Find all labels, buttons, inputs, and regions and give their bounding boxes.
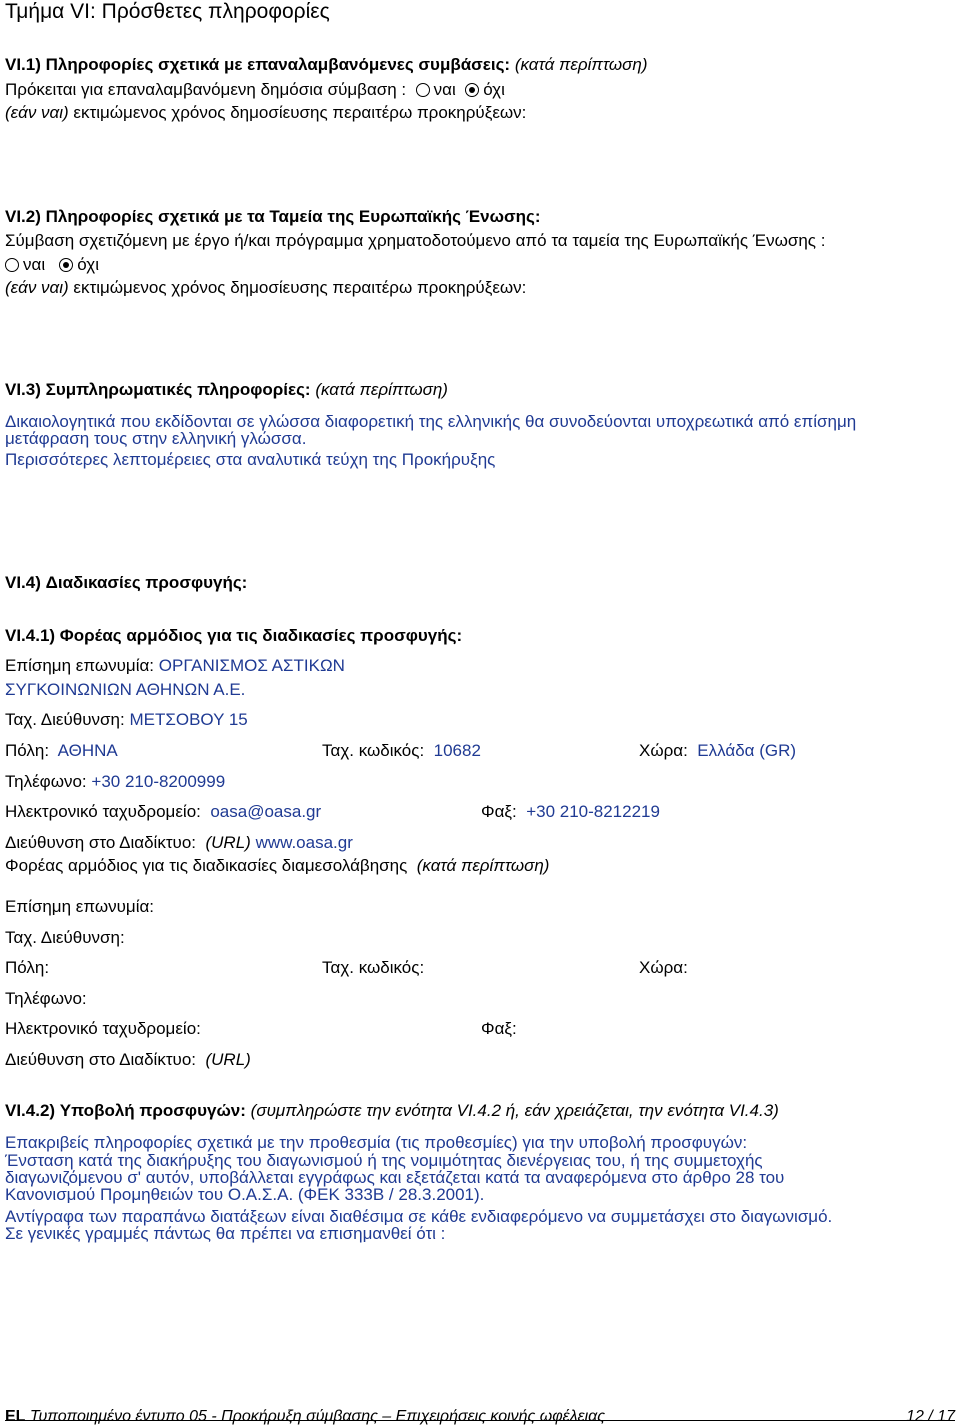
postcode-value: 10682: [433, 741, 481, 760]
email-field: [5, 802, 321, 822]
address-label: Ταχ. Διεύθυνση:: [5, 710, 125, 729]
m-postcode-label: Ταχ. κωδικός:: [322, 958, 425, 977]
footer-page: 12 / 17: [906, 1408, 955, 1425]
vi1-followup-line: [5, 103, 526, 123]
official-name-label: Επίσημη επωνυμία:: [5, 656, 155, 675]
vi2-followup-prefix: (εάν ναι): [5, 278, 69, 297]
m-country-label: Χώρα:: [639, 958, 688, 977]
vi2-radio-line: [5, 255, 99, 275]
m-web-url-tag: (URL): [205, 1050, 251, 1069]
phone-value: +30 210-8200999: [91, 772, 226, 791]
vi42-note: (συμπληρώστε την ενότητα VI.4.2 ή, εάν χρειάζεται, την ενότητα VI.4.3): [250, 1101, 779, 1120]
footer: [5, 1408, 955, 1426]
vi1-yes-radio[interactable]: [416, 83, 430, 97]
mediation-row: [5, 856, 549, 876]
m-email-label: Ηλεκτρονικό ταχυδρομείο:: [5, 1019, 201, 1038]
vi4-heading: VI.4) Διαδικασίες προσφυγής:: [5, 573, 248, 592]
email-row: [5, 802, 955, 824]
web-row: [5, 833, 353, 853]
vi2-question: Σύμβαση σχετιζόμενη με έργο ή/και πρόγραμμα χρηματοδοτούμενο από τα ταμεία της Ευρωπαϊκής Ένωσης :: [5, 231, 826, 250]
city-label: Πόλη:: [5, 741, 50, 760]
postcode-label: Ταχ. κωδικός:: [322, 741, 425, 760]
vi1-question-line: [5, 80, 505, 100]
m-official-name-label: Επίσημη επωνυμία:: [5, 897, 155, 916]
official-name-value-2: ΣΥΓΚΟΙΝΩΝΙΩΝ ΑΘΗΝΩΝ Α.Ε.: [5, 680, 246, 699]
postcode-field: [322, 741, 481, 761]
vi1-followup: εκτιμώμενος χρόνος δημοσίευσης περαιτέρω προκηρύξεων:: [73, 103, 527, 122]
section-title: Τμήμα VI: Πρόσθετες πληροφορίες: [5, 0, 330, 23]
vi2-no-radio[interactable]: [59, 258, 73, 272]
vi3-text1: Δικαιολογητικά που εκδίδονται σε γλώσσα διαφορετική της ελληνικής θα συνοδεύονται υποχρεωτικά από επίσημη μετάφραση τους στην ελληνική γλώσσα.: [5, 412, 857, 448]
vi41-heading: VI.4.1) Φορέας αρμόδιος για τις διαδικασίες προσφυγής:: [5, 626, 463, 645]
vi42-heading-line: [5, 1101, 779, 1121]
vi42-heading: VI.4.2) Υποβολή προσφυγών:: [5, 1101, 246, 1120]
country-value: Ελλάδα (GR): [697, 741, 797, 760]
city-row: [5, 741, 955, 763]
fax-label: Φαξ:: [481, 802, 517, 821]
vi1-heading: VI.1) Πληροφορίες σχετικά με επαναλαμβανόμενες συμβάσεις:: [5, 55, 511, 74]
m-email-row: [5, 1019, 955, 1041]
vi42-text1: Επακριβείς πληροφορίες σχετικά με την προθεσμία (τις προθεσμίες) για την υποβολή προσφυγών:: [5, 1133, 748, 1152]
vi1-no-label: όχι: [483, 80, 505, 99]
email-label: Ηλεκτρονικό ταχυδρομείο:: [5, 802, 201, 821]
vi3-text2: Περισσότερες λεπτομέρειες στα αναλυτικά τεύχη της Προκήρυξης: [5, 450, 496, 469]
m-city-label: Πόλη:: [5, 958, 50, 977]
email-value[interactable]: oasa@oasa.gr: [210, 802, 322, 821]
phone-label: Τηλέφωνο:: [5, 772, 87, 791]
mediation-note: (κατά περίπτωση): [416, 856, 550, 875]
m-fax-label: Φαξ:: [481, 1019, 517, 1038]
m-web-label: Διεύθυνση στο Διαδίκτυο:: [5, 1050, 197, 1069]
vi2-no-label: όχι: [77, 255, 99, 274]
m-web-row: [5, 1050, 251, 1070]
web-value[interactable]: www.oasa.gr: [255, 833, 353, 852]
vi3-heading: VI.3) Συμπληρωματικές πληροφορίες:: [5, 380, 311, 399]
m-phone-label: Τηλέφωνο:: [5, 989, 87, 1008]
vi1-followup-prefix: (εάν ναι): [5, 103, 69, 122]
vi2-yes-label: ναι: [23, 255, 46, 274]
mediation-label: Φορέας αρμόδιος για τις διαδικασίες διαμεσολάβησης: [5, 856, 408, 875]
city-field: [5, 741, 118, 761]
country-field: [639, 741, 796, 761]
footer-lang: EL: [5, 1408, 26, 1425]
phone-row: [5, 772, 225, 792]
official-name-value-1: ΟΡΓΑΝΙΣΜΟΣ ΑΣΤΙΚΩΝ: [158, 656, 345, 675]
country-label: Χώρα:: [639, 741, 688, 760]
m-city-row: [5, 958, 955, 980]
official-name-row: [5, 656, 345, 676]
web-url-tag: (URL): [205, 833, 251, 852]
vi2-yes-radio[interactable]: [5, 258, 19, 272]
vi2-heading: VI.2) Πληροφορίες σχετικά με τα Ταμεία της Ευρωπαϊκής Ένωσης:: [5, 207, 541, 226]
vi1-no-radio[interactable]: [465, 83, 479, 97]
vi2-followup-line: [5, 278, 526, 298]
m-address-label: Ταχ. Διεύθυνση:: [5, 928, 125, 947]
footer-doc: Τυποποιημένο έντυπο 05 - Προκήρυξη σύμβασης – Επιχειρήσεις κοινής ωφέλειας: [29, 1408, 606, 1425]
vi42-text2: Ένσταση κατά της διακήρυξης του διαγωνισμού ή της νομιμότητας διενέργειας του, ή της συμμετοχής διαγωνιζόμενου σ' αυτόν, υποβάλλεται εγγράφως και εξετάζεται κατά τα αναφερόμενα στο άρθρο 28 του Κανονισμού Προμηθειών του Ο.Α.Σ.Α. (ΦΕΚ 333Β / 28.3.2001).: [5, 1151, 785, 1204]
vi3-heading-line: [5, 380, 448, 400]
vi1-question: Πρόκειται για επαναλαμβανόμενη δημόσια σύμβαση :: [5, 80, 407, 99]
vi1-heading-note: (κατά περίπτωση): [514, 55, 648, 74]
fax-value: +30 210-8212219: [526, 802, 660, 821]
address-value: ΜΕΤΣΟΒΟΥ 15: [129, 710, 248, 729]
vi3-heading-note: (κατά περίπτωση): [315, 380, 448, 399]
city-value: ΑΘΗΝΑ: [57, 741, 118, 760]
vi2-followup: εκτιμώμενος χρόνος δημοσίευσης περαιτέρω προκηρύξεων:: [73, 278, 527, 297]
vi1-yes-label: ναι: [433, 80, 456, 99]
vi42-text4: Σε γενικές γραμμές πάντως θα πρέπει να επισημανθεί ότι :: [5, 1224, 446, 1243]
web-label: Διεύθυνση στο Διαδίκτυο:: [5, 833, 197, 852]
address-row: [5, 710, 248, 730]
vi1-heading-line: [5, 55, 648, 75]
vi42-text3: Αντίγραφα των παραπάνω διατάξεων είναι διαθέσιμα σε κάθε ενδιαφερόμενο να συμμετάσχει στο διαγωνισμό.: [5, 1207, 833, 1226]
fax-field: [481, 802, 660, 822]
